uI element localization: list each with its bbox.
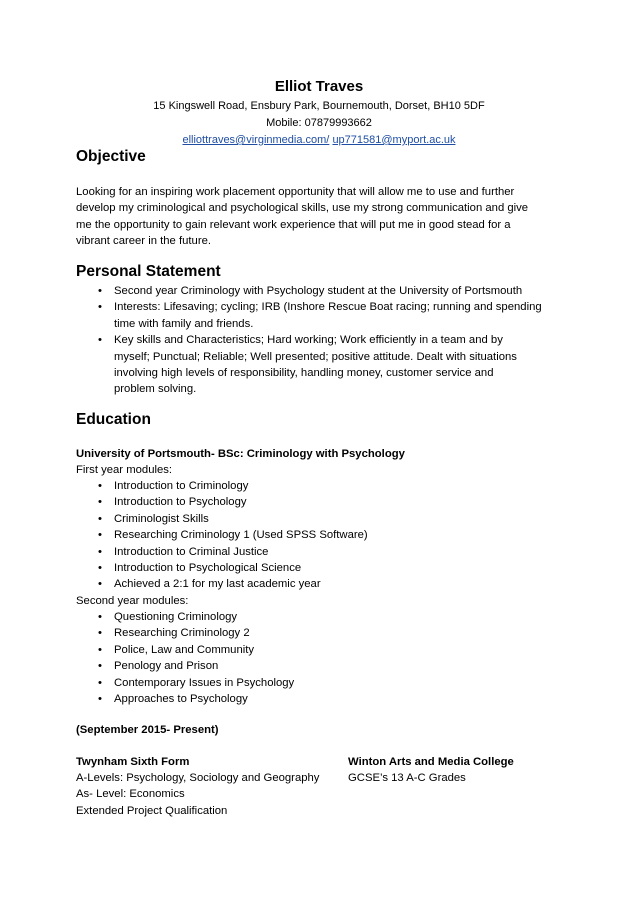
list-item: • Introduction to Psychological Science bbox=[76, 560, 368, 576]
email-line bbox=[0, 134, 638, 146]
study-dates: (September 2015- Present) bbox=[76, 724, 219, 736]
education-heading: Education bbox=[76, 411, 151, 428]
qualification-line: Extended Project Qualification bbox=[76, 804, 228, 817]
list-item: • Achieved a 2:1 for my last academic year bbox=[76, 576, 368, 592]
list-item: • Approaches to Psychology bbox=[76, 691, 294, 707]
objective-heading: Objective bbox=[76, 148, 146, 165]
university-title: University of Portsmouth- BSc: Criminology with Psychology bbox=[76, 448, 405, 460]
objective-line: vibrant career in the future. bbox=[76, 235, 212, 248]
list-item: • Contemporary Issues in Psychology bbox=[76, 675, 294, 691]
objective-line: me the opportunity to gain relevant work experience that will put me in good stead for a bbox=[76, 218, 511, 231]
email-link-2[interactable]: up771581@myport.ac.uk bbox=[332, 134, 456, 146]
list-item: • Introduction to Criminal Justice bbox=[76, 544, 368, 560]
list-item: • Researching Criminology 1 (Used SPSS Software) bbox=[76, 527, 368, 543]
bullet-line: myself; Punctual; Reliable; Well presented; positive attitude. Dealt with situations bbox=[114, 350, 517, 363]
list-item: • Penology and Prison bbox=[76, 658, 294, 674]
candidate-name: Elliot Traves bbox=[274, 78, 364, 95]
list-item bbox=[76, 332, 542, 398]
bullet-line: involving high levels of responsibility, handling money, customer service and bbox=[114, 367, 494, 380]
list-item: • Introduction to Criminology bbox=[76, 478, 368, 494]
list-item bbox=[76, 283, 542, 299]
bullet-line: time with family and friends. bbox=[114, 317, 254, 330]
list-item: • Researching Criminology 2 bbox=[76, 625, 294, 641]
qualification-line: As- Level: Economics bbox=[76, 788, 185, 801]
bullet-line: • Interests: Lifesaving; cycling; IRB (Inshore Rescue Boat racing; running and spending bbox=[114, 301, 542, 314]
qualification-line: A-Levels: Psychology, Sociology and Geography bbox=[76, 772, 320, 784]
list-item: • Introduction to Psychology bbox=[76, 494, 368, 510]
first-year-modules bbox=[76, 478, 368, 593]
objective-line: Looking for an inspiring work placement opportunity that will allow me to use and further bbox=[76, 186, 515, 198]
personal-statement-list bbox=[76, 283, 542, 398]
objective-text bbox=[76, 184, 528, 250]
second-year-modules bbox=[76, 609, 294, 707]
list-item bbox=[76, 299, 542, 332]
address: 15 Kingswell Road, Ensbury Park, Bournemouth, Dorset, BH10 5DF bbox=[153, 100, 485, 112]
bullet-line: problem solving. bbox=[114, 383, 197, 396]
sixth-form-name: Twynham Sixth Form bbox=[76, 756, 190, 768]
list-item: • Police, Law and Community bbox=[76, 642, 294, 658]
sixth-form-details bbox=[76, 770, 319, 819]
mobile: Mobile: 07879993662 bbox=[266, 117, 372, 129]
second-year-label: Second year modules: bbox=[76, 595, 189, 607]
bullet-line: • Key skills and Characteristics; Hard working; Work efficiently in a team and by bbox=[114, 334, 503, 347]
email-link-1[interactable]: elliottraves@virginmedia.com/ bbox=[182, 134, 330, 146]
personal-statement-heading: Personal Statement bbox=[76, 263, 221, 280]
first-year-label: First year modules: bbox=[76, 464, 173, 476]
bullet-line: • Second year Criminology with Psychology student at the University of Portsmouth bbox=[114, 285, 523, 297]
college-grades: GCSE’s 13 A-C Grades bbox=[348, 772, 466, 784]
list-item: • Criminologist Skills bbox=[76, 511, 368, 527]
college-name: Winton Arts and Media College bbox=[348, 756, 514, 768]
list-item: • Questioning Criminology bbox=[76, 609, 294, 625]
objective-line: develop my criminological and psychological skills, use my strong communication and give bbox=[76, 202, 529, 215]
